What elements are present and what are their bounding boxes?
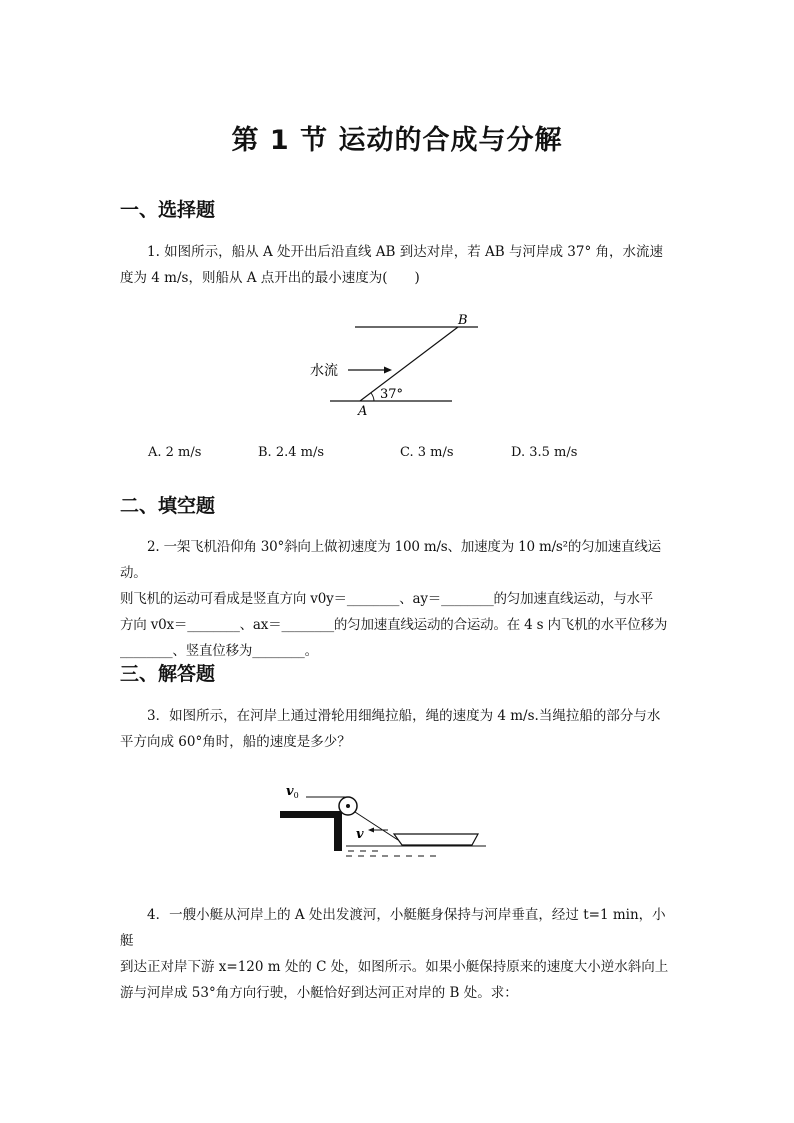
q1-angle-label: 37° <box>380 387 404 402</box>
q1-path-ab-line <box>360 327 458 401</box>
section-heading-answer: 三、解答题 <box>120 663 216 685</box>
q3-v-label: v <box>356 827 364 842</box>
q2-line-2: 则飞机的运动可看成是竖直方向 v0y＝________、ay＝________的匀加速直线运动，与水平 <box>120 591 654 607</box>
q1-flow-arrowhead <box>384 367 392 374</box>
q3-pulley-axle <box>346 804 350 808</box>
q3-line-1: 3．如图所示，在河岸上通过滑轮用细绳拉船，绳的速度为 4 m/s.当绳拉船的部分与水 <box>147 708 661 724</box>
q3-figure-pulley-boat <box>276 780 496 865</box>
q3-dock-top <box>280 811 342 818</box>
q4-line-1: 4．一艘小艇从河岸上的 A 处出发渡河，小艇艇身保持与河岸垂直，经过 t=1 min，小艇 <box>120 907 666 949</box>
q3-dock-post <box>334 811 342 851</box>
q2-line-1: 2. 一架飞机沿仰角 30°斜向上做初速度为 100 m/s、加速度为 10 m/s²的匀加速直线运动。 <box>120 539 661 581</box>
q1-point-a-label: A <box>358 404 368 419</box>
q4-line-3: 游与河岸成 53°角方向行驶，小艇恰好到达河正对岸的 B 处。求： <box>120 985 518 1001</box>
q3-boat <box>394 834 478 845</box>
question-4-text <box>120 902 678 1006</box>
section-heading-choice: 一、选择题 <box>120 199 216 221</box>
q2-line-3: 方向 v0x＝________、ax＝________的匀加速直线运动的合运动。在 4 s 内飞机的水平位移为 <box>120 617 668 633</box>
q3-velocity-arrowhead <box>368 828 374 833</box>
question-3-text <box>120 703 678 755</box>
q1-option-a: A. 2 m/s <box>148 445 202 460</box>
q1-figure-river-diagram <box>300 305 500 430</box>
question-1-text <box>120 239 678 291</box>
question-2-text <box>120 534 678 664</box>
q1-angle-arc <box>371 393 374 401</box>
q1-point-b-label: B <box>458 313 468 328</box>
q2-line-4: ________、竖直位移为________。 <box>120 643 318 659</box>
q1-option-b: B. 2.4 m/s <box>258 445 325 460</box>
page-title: 第 1 节 运动的合成与分解 <box>231 125 563 156</box>
q1-option-d: D. 3.5 m/s <box>511 445 578 460</box>
q1-line-1: 1. 如图所示，船从 A 处开出后沿直线 AB 到达对岸，若 AB 与河岸成 37° 角，水流速 <box>147 244 664 260</box>
q1-flow-label: 水流 <box>310 363 338 379</box>
q3-line-2: 平方向成 60°角时，船的速度是多少？ <box>120 734 351 750</box>
q1-option-c: C. 3 m/s <box>400 445 454 460</box>
q4-line-2: 到达正对岸下游 x=120 m 处的 C 处，如图所示。如果小艇保持原来的速度大小逆水斜向上 <box>120 959 669 975</box>
section-heading-fill: 二、填空题 <box>120 495 216 517</box>
q1-line-2: 度为 4 m/s，则船从 A 点开出的最小速度为( ) <box>120 270 420 286</box>
q3-v0-label: $v_0$ <box>286 784 299 800</box>
